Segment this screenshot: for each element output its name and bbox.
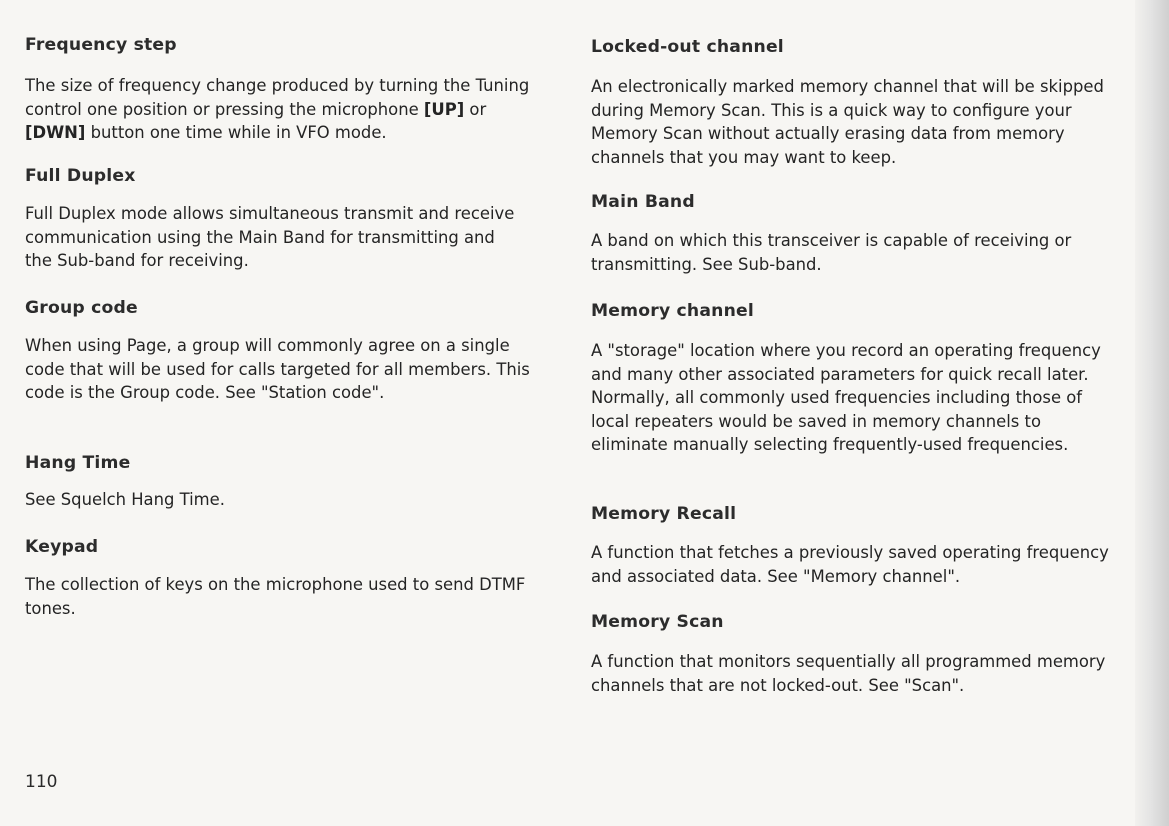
glossary-entry-main-band xyxy=(591,190,1106,276)
term-definition: A function that fetches a previously saved operating frequency and associated data. See "Memory channel". xyxy=(591,543,1109,586)
book-spine-shadow xyxy=(1135,0,1169,826)
term-heading: Locked-out channel xyxy=(591,37,784,57)
glossary-entry-keypad xyxy=(25,535,540,620)
glossary-entry-group-code xyxy=(25,296,540,405)
up-key-label: [UP] xyxy=(423,99,465,119)
dwn-key-label: [DWN] xyxy=(25,123,86,142)
term-heading: Hang Time xyxy=(25,453,131,473)
glossary-entry-memory-recall xyxy=(591,502,1111,588)
term-heading: Keypad xyxy=(25,537,99,557)
term-definition: A function that monitors sequentially all programmed memory channels that are not locked-out. See "Scan". xyxy=(591,652,1106,695)
glossary-entry-hang-time xyxy=(25,451,540,512)
term-heading: Main Band xyxy=(591,192,695,212)
term-definition: The collection of keys on the microphone used to send DTMF tones. xyxy=(25,575,526,618)
glossary-entry-locked-out-channel xyxy=(591,35,1106,169)
definition-text: The size of frequency change produced by turning the Tuning control one position or pressing the microphone xyxy=(25,76,530,119)
glossary-entry-memory-channel xyxy=(591,299,1101,457)
term-heading: Memory Scan xyxy=(591,612,724,632)
term-definition: Full Duplex mode allows simultaneous transmit and receive communication using the Main Band for transmitting and the Sub-band for receiving. xyxy=(25,204,515,270)
page-number: 110 xyxy=(25,772,58,792)
term-definition xyxy=(25,74,540,145)
term-definition: A band on which this transceiver is capable of receiving or transmitting. See Sub-band. xyxy=(591,231,1072,274)
term-heading: Memory Recall xyxy=(591,504,737,524)
glossary-entry-frequency-step xyxy=(25,28,540,145)
glossary-entry-memory-scan xyxy=(591,610,1106,697)
term-definition: See Squelch Hang Time. xyxy=(25,490,225,509)
term-heading: Group code xyxy=(25,298,138,318)
term-heading: Full Duplex xyxy=(25,166,136,186)
term-heading: Memory channel xyxy=(591,301,754,321)
term-definition: An electronically marked memory channel that will be skipped during Memory Scan. This is a quick way to configure your Memory Scan without actually erasing data from memory channels that you may want to keep. xyxy=(591,77,1104,167)
term-heading: Frequency step xyxy=(25,35,177,55)
term-definition: A "storage" location where you record an operating frequency and many other associated parameters for quick recall later. Normally, all commonly used frequencies including those of local repeaters would be saved in memory channels to eliminate manually selecting frequently-used frequencies. xyxy=(591,341,1101,454)
term-definition: When using Page, a group will commonly agree on a single code that will be used for calls targeted for all members. This code is the Group code. See "Station code". xyxy=(25,336,530,402)
glossary-entry-full-duplex xyxy=(25,164,525,273)
definition-text: or xyxy=(464,99,487,119)
definition-text: button one time while in VFO mode. xyxy=(85,123,387,142)
